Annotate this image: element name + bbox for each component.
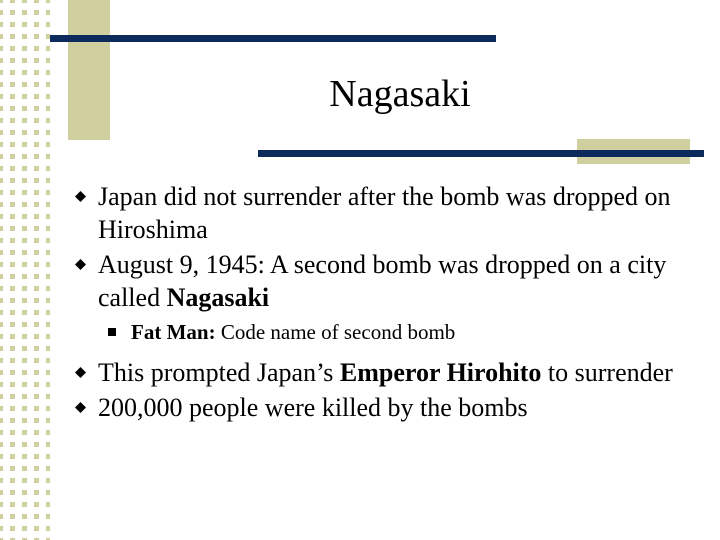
bullet-item — [0, 248, 678, 314]
bullet-item — [0, 356, 678, 389]
sub-bullet-item — [0, 318, 691, 346]
square-bullet-icon — [108, 328, 116, 336]
decorative-bar-top — [50, 35, 496, 42]
bullet-item — [0, 180, 678, 246]
bullet-bold-text: Emperor Hirohito — [339, 358, 542, 387]
bullet-text: August 9, 1945: A second bomb was dropped on a city called — [98, 250, 667, 312]
bullet-text: Code name of second bomb — [215, 320, 456, 344]
decorative-khaki-block-left — [68, 0, 110, 140]
slide-title: Nagasaki — [329, 73, 471, 115]
bullet-text: to surrender — [541, 358, 673, 387]
bullet-list — [0, 180, 720, 426]
bullet-bold-text: Nagasaki — [166, 283, 270, 312]
diamond-bullet-icon — [75, 191, 86, 202]
diamond-bullet-icon — [75, 367, 86, 378]
bullet-item — [0, 391, 678, 424]
bullet-text: Japan did not surrender after the bomb was dropped on Hiroshima — [98, 182, 671, 244]
diamond-bullet-icon — [75, 402, 86, 413]
diamond-bullet-icon — [75, 259, 86, 270]
bullet-text: This prompted Japan’s — [98, 358, 340, 387]
bullet-bold-text: Fat Man: — [131, 320, 216, 344]
decorative-bar-bottom — [258, 150, 704, 157]
bullet-text: 200,000 people were killed by the bombs — [98, 393, 528, 422]
